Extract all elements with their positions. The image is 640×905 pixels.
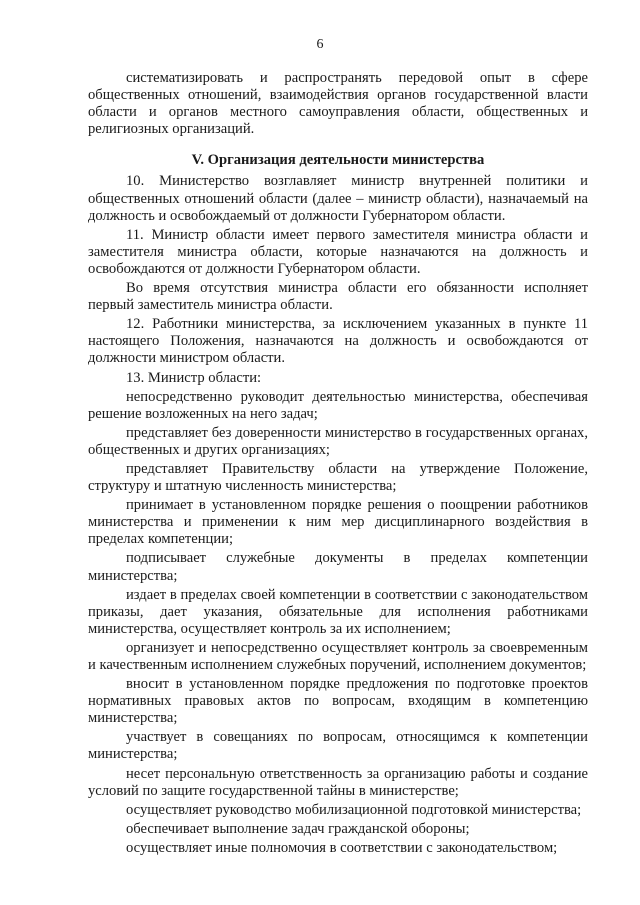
document-body xyxy=(88,70,588,857)
list-item: подписывает служебные документы в пределах компетенции министерства; xyxy=(88,550,588,584)
paragraph-12: 12. Работники министерства, за исключением указанных в пункте 11 настоящего Положения, назначаются на должность и освобождаются от должности министром области. xyxy=(88,316,588,367)
paragraph-11: 11. Министр области имеет первого заместителя министра области и заместителя министра области, которые назначаются на должность и освобождаются от должности Губернатором области. xyxy=(88,226,588,277)
section-heading: V. Организация деятельности министерства xyxy=(191,152,485,169)
list-item: издает в пределах своей компетенции в соответствии с законодательством приказы, дает указания, обязательные для исполнения работниками министерства, осуществляет контроль за их исполнением; xyxy=(88,586,588,637)
list-item: принимает в установленном порядке решения о поощрении работников министерства и применении к ним мер дисциплинарного воздействия в пределах компетенции; xyxy=(88,497,588,548)
list-item: несет персональную ответственность за организацию работы и создание условий по защите государственной тайны в министерстве; xyxy=(88,765,588,799)
paragraph-11-absence: Во время отсутствия министра области его обязанности исполняет первый заместитель министра области. xyxy=(88,280,588,314)
paragraph-10: 10. Министерство возглавляет министр внутренней политики и общественных отношений области (далее – министр области), назначаемый на должность и освобождаемый от должности Губернатором области. xyxy=(88,173,588,224)
list-item: вносит в установленном порядке предложения по подготовке проектов нормативных правовых актов по вопросам, входящим в компетенцию министерства; xyxy=(88,676,588,727)
list-item: представляет Правительству области на утверждение Положение, структуру и штатную численность министерства; xyxy=(88,460,588,495)
list-item: организует и непосредственно осуществляет контроль за своевременным и качественным исполнением служебных поручений, исполнением документов; xyxy=(88,639,588,673)
intro-paragraph: систематизировать и распространять передовой опыт в сфере общественных отношений, взаимодействия органов государственной власти области и органов местного самоуправления области, общественных и религиозных организаций. xyxy=(88,70,588,138)
list-item: осуществляет руководство мобилизационной подготовкой министерства; xyxy=(126,801,582,818)
paragraph-13: 13. Министр области: xyxy=(126,369,262,386)
list-item: участвует в совещаниях по вопросам, относящимся к компетенции министерства; xyxy=(88,729,588,763)
page-number: 6 xyxy=(316,37,324,52)
list-item: обеспечивает выполнение задач гражданской обороны; xyxy=(126,820,470,837)
list-item: непосредственно руководит деятельностью министерства, обеспечивая решение возложенных на него задач; xyxy=(88,388,588,422)
list-item: представляет без доверенности министерство в государственных органах, общественных и других организациях; xyxy=(88,424,588,458)
list-item: осуществляет иные полномочия в соответствии с законодательством; xyxy=(126,839,558,856)
